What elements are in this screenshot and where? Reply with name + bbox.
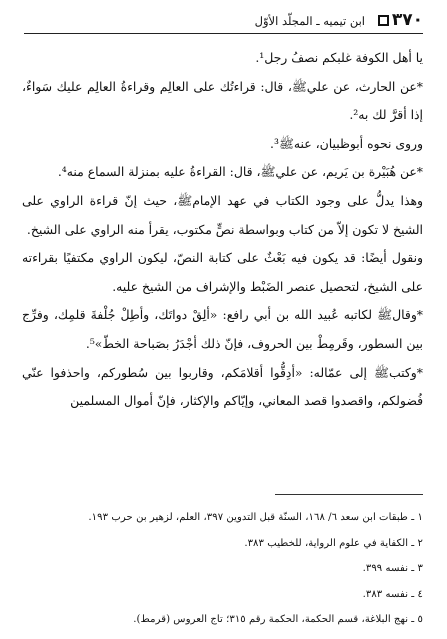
paragraph: يا أهل الكوفة غلبكم نصفُ رجل¹. [255,50,423,65]
paragraph: *وكتبﷺ إلى عمّاله: «أدِقُّوا أقلامَكم، وقاربوا بين سُطوركم، واحذفوا عنّي فُضولكم، واقصدوا قصد المعاني، وإيّاكم والإكثار، فإنّ أموال المسلمين [22,364,423,409]
paragraph: وروى نحوه أبوظبيان، عنهﷺ³. [270,135,423,151]
page-number-text: ٣٧٠ [391,10,423,30]
footnote: ٢ ـ الكفاية في علوم الرواية، للخطيب ٣٨٣. [244,537,423,549]
footnote: ١ ـ طبقات ابن سعد ٦/ ١٦٨، السنّة قبل التدوين ٣٩٧، العلم، لزهير بن حرب ١٩٣. [88,512,423,523]
running-title: ابن تيميه ـ المجلّد الأوّل [254,14,365,28]
footnotes [22,505,423,633]
footnote-divider [275,494,423,495]
paragraph: وهذا يدلُّ على وجود الكتاب في عهد الإمامﷺ، حيث إنّ قراءة الراوي على الشيخ لا تكون إلاّ من كتاب وبواسطة نصٍّ مكتوب، يقرأ منه الراوي على الشيخ. [22,192,423,237]
paragraph: *عن الحارث، عن عليﷺ، قال: قراءتُك على العالِم وقراءةُ العالِم عليك سَواءٌ، إذا أقرَّ لك به². [22,78,423,123]
body-text [22,44,423,416]
footnote: ٥ ـ نهج البلاغة، قسم الحكمة، الحكمة رقم ٣١٥؛ تاج العروس (قرمط). [133,614,423,626]
page-number [378,10,423,30]
paragraph: ونقول أيضًا: قد يكون فيه بَعْثٌ على كتابة النصّ، ليكون الراوي مكتفيًا بقراءته على الشيخ، لتحصيل عنصر الضَبْط والإشراف من الشيخ عليه. [22,250,423,294]
page-header [24,8,423,34]
paragraph: *وقالﷺ لكاتبه عُبيد الله بن أبي رافع: «ألِقْ دواتَك، وأطِلْ جُلْفةَ قلمِك، وفرِّج بين السطور، وقَرمِطْ بين الحروف، فإنّ ذلك أجْدَرُ بصَباحة الخطّ»⁵. [22,307,423,351]
footnote: ٤ ـ نفسه ٣٨٣. [362,588,423,600]
footnote: ٣ ـ نفسه ٣٩٩. [362,563,423,575]
paragraph: *عن هُبَيْرة بن يَريم، عن عليﷺ، قال: القراءةُ عليه بمنزلة السماع منه⁴. [57,164,423,180]
square-ornament-icon [378,15,389,26]
header-divider [24,33,423,34]
